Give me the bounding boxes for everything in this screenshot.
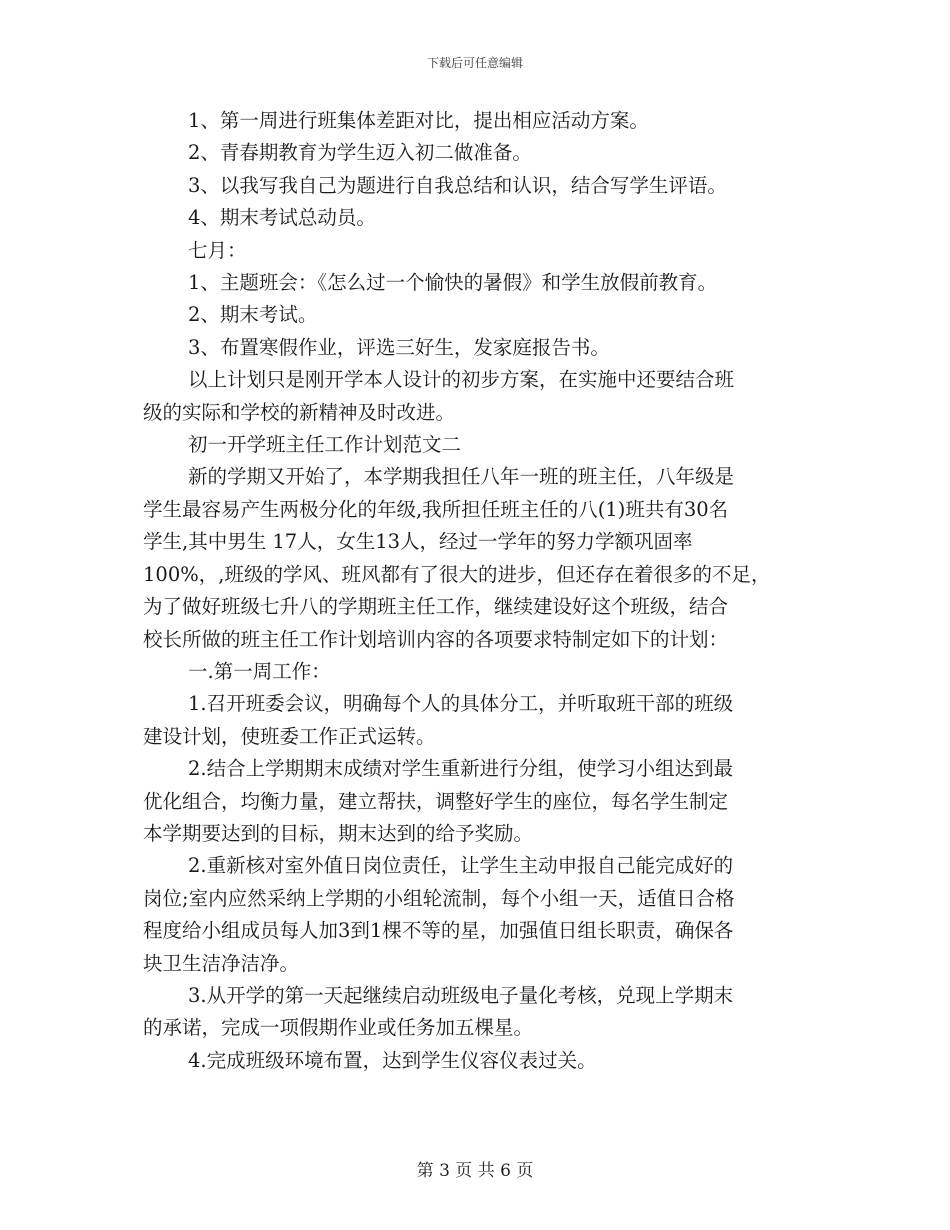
paragraph-line: 2、期末考试。 [188, 303, 318, 327]
paragraph-line: 新的学期又开始了，本学期我担任八年一班的班主任，八年级是 [188, 465, 735, 489]
paragraph-line: 2.结合上学期期末成绩对学生重新进行分组，使学习小组达到最 [188, 757, 734, 781]
paragraph-line: 优化组合，均衡力量，建立帮扶，调整好学生的座位，每名学生制定 [143, 789, 729, 813]
paragraph-line: 为了做好班级七升八的学期班主任工作，继续建设好这个班级，结合 [143, 595, 729, 619]
paragraph-line: 的承诺，完成一项假期作业或任务加五棵星。 [143, 1016, 534, 1040]
paragraph-line: 以上计划只是刚开学本人设计的初步方案，在实施中还要结合班 [188, 368, 735, 392]
paragraph-line: 校长所做的班主任工作计划培训内容的各项要求特制定如下的计划： [143, 627, 729, 651]
section-heading: 七月： [188, 238, 247, 262]
paragraph-line: 级的实际和学校的新精神及时改进。 [143, 400, 456, 424]
paragraph-line: 1、主题班会：《怎么过一个愉快的暑假》和学生放假前教育。 [188, 271, 718, 295]
paragraph-line: 3.从开学的第一天起继续启动班级电子量化考核，兑现上学期末 [188, 983, 734, 1007]
page-number: 第 3 页 共 6 页 [416, 1161, 534, 1181]
paragraph-line: 本学期要达到的目标，期末达到的给予奖励。 [143, 821, 534, 845]
paragraph-line: 1.召开班委会议，明确每个人的具体分工，并听取班干部的班级 [188, 692, 734, 716]
paragraph-line: 4.完成班级环境布置，达到学生仪容仪表过关。 [188, 1048, 597, 1072]
paragraph-line: 建设计划，使班委工作正式运转。 [143, 724, 436, 748]
paragraph-line: 岗位;室内应然采纳上学期的小组轮流制，每个小组一天，适值日合格 [143, 886, 735, 910]
paragraph-line: 3、以我写我自己为题进行自我总结和认识，结合写学生评语。 [188, 173, 727, 197]
document-body [143, 105, 813, 1077]
paragraph-line: 学生,其中男生 17人，女生13人，经过一学年的努力学额巩固率 [143, 530, 693, 554]
paragraph-line: 2、青春期教育为学生迈入初二做准备。 [188, 141, 532, 165]
paragraph-line: 块卫生洁净洁净。 [143, 951, 300, 975]
paragraph-line: 2.重新核对室外值日岗位责任，让学生主动申报自己能完成好的 [188, 854, 734, 878]
paragraph-line: 4、期末考试总动员。 [188, 206, 376, 230]
section-heading: 一.第一周工作： [188, 659, 331, 683]
paragraph-line: 100%，,班级的学风、班风都有了很大的进步，但还存在着很多的不足， [143, 562, 771, 586]
page-header: 下载后可任意编辑 [426, 56, 523, 70]
paragraph-line: 学生最容易产生两极分化的年级,我所担任班主任的八(1)班共有30名 [143, 497, 729, 521]
article-title: 初一开学班主任工作计划范文二 [188, 433, 462, 457]
paragraph-line: 1、第一周进行班集体差距对比，提出相应活动方案。 [188, 109, 649, 132]
paragraph-line: 3、布置寒假作业，评选三好生，发家庭报告书。 [188, 335, 610, 359]
paragraph-line: 程度给小组成员每人加3到1棵不等的星，加强值日组长职责，确保各 [143, 919, 734, 943]
